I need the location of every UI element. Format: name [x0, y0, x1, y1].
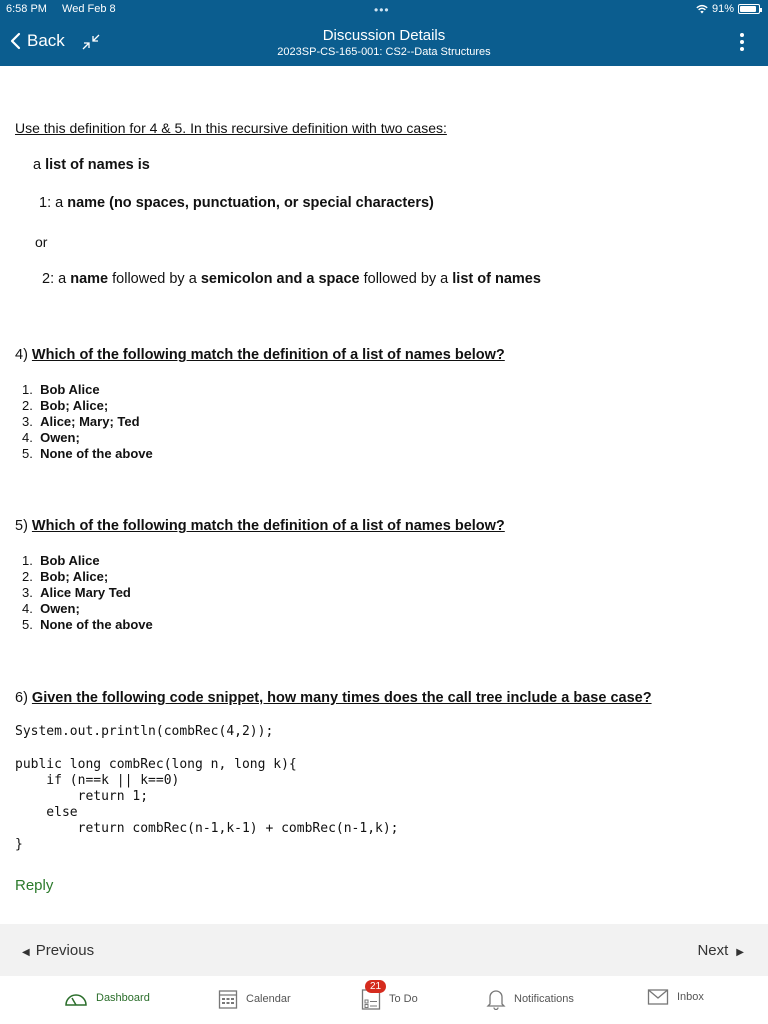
tab-bar — [0, 976, 768, 1024]
list-item: 1. Bob Alice — [22, 382, 100, 397]
dashboard-icon — [64, 988, 88, 1008]
next-button[interactable]: Next ▶ — [697, 942, 744, 959]
question-4-options — [22, 382, 153, 462]
list-item: 5. None of the above — [22, 446, 153, 461]
caret-left-icon: ◀ — [22, 947, 30, 958]
definition-heading: Use this definition for 4 & 5. In this recursive definition with two cases: — [15, 120, 447, 136]
question-5-options — [22, 553, 153, 633]
question-5: 5) Which of the following match the definition of a list of names below? — [15, 518, 505, 534]
list-item: 2. Bob; Alice; — [22, 398, 109, 413]
list-item: 3. Alice; Mary; Ted — [22, 414, 140, 429]
tab-todo[interactable]: 21 To Do — [361, 988, 418, 1010]
list-item: 5. None of the above — [22, 617, 153, 632]
status-time: 6:58 PM — [6, 3, 47, 15]
course-subtitle: 2023SP-CS-165-001: CS2--Data Structures — [277, 46, 491, 58]
definition-or: or — [35, 234, 48, 250]
bell-icon — [486, 988, 506, 1010]
question-6: 6) Given the following code snippet, how many times does the call tree include a base case? — [15, 690, 652, 706]
todo-count-badge: 21 — [365, 980, 386, 993]
caret-right-icon: ▶ — [736, 947, 744, 958]
mail-icon — [647, 988, 669, 1006]
app-header — [0, 0, 768, 66]
multitasking-dots[interactable]: ••• — [374, 3, 390, 17]
calendar-icon — [218, 988, 238, 1010]
code-snippet: public long combRec(long n, long k){ if (n==k || k==0) return 1; else return combRec(n-1,k-1) + combRec(n-1,k); } — [15, 757, 399, 852]
definition-case-1: 1: a name (no spaces, punctuation, or special characters) — [39, 195, 434, 211]
tab-calendar[interactable]: Calendar — [218, 988, 291, 1010]
status-bar-right — [696, 3, 760, 15]
list-item: 1. Bob Alice — [22, 553, 100, 568]
status-date: Wed Feb 8 — [62, 3, 116, 15]
list-item: 4. Owen; — [22, 601, 80, 616]
status-bar-left — [6, 3, 128, 15]
tab-dashboard[interactable]: Dashboard — [64, 988, 150, 1008]
battery-percent: 91% — [711, 3, 734, 15]
tab-notifications[interactable]: Notifications — [486, 988, 574, 1010]
reply-button[interactable]: Reply — [15, 877, 54, 894]
code-call: System.out.println(combRec(4,2)); — [15, 724, 274, 739]
list-item: 2. Bob; Alice; — [22, 569, 109, 584]
wifi-icon — [696, 4, 708, 14]
battery-level — [740, 6, 756, 12]
definition-intro: a list of names is — [33, 157, 150, 173]
battery-icon — [738, 4, 760, 14]
list-item: 4. Owen; — [22, 430, 80, 445]
list-item: 3. Alice Mary Ted — [22, 585, 131, 600]
more-options-icon[interactable] — [740, 33, 744, 54]
pager-bar — [0, 924, 768, 976]
page-title: Discussion Details — [322, 27, 446, 44]
previous-button[interactable]: ◀ Previous — [22, 942, 95, 959]
definition-case-2: 2: a name followed by a semicolon and a space followed by a list of names — [42, 271, 541, 287]
tab-inbox[interactable]: Inbox — [647, 988, 704, 1006]
back-label: Back — [27, 31, 65, 50]
question-4: 4) Which of the following match the definition of a list of names below? — [15, 347, 505, 363]
